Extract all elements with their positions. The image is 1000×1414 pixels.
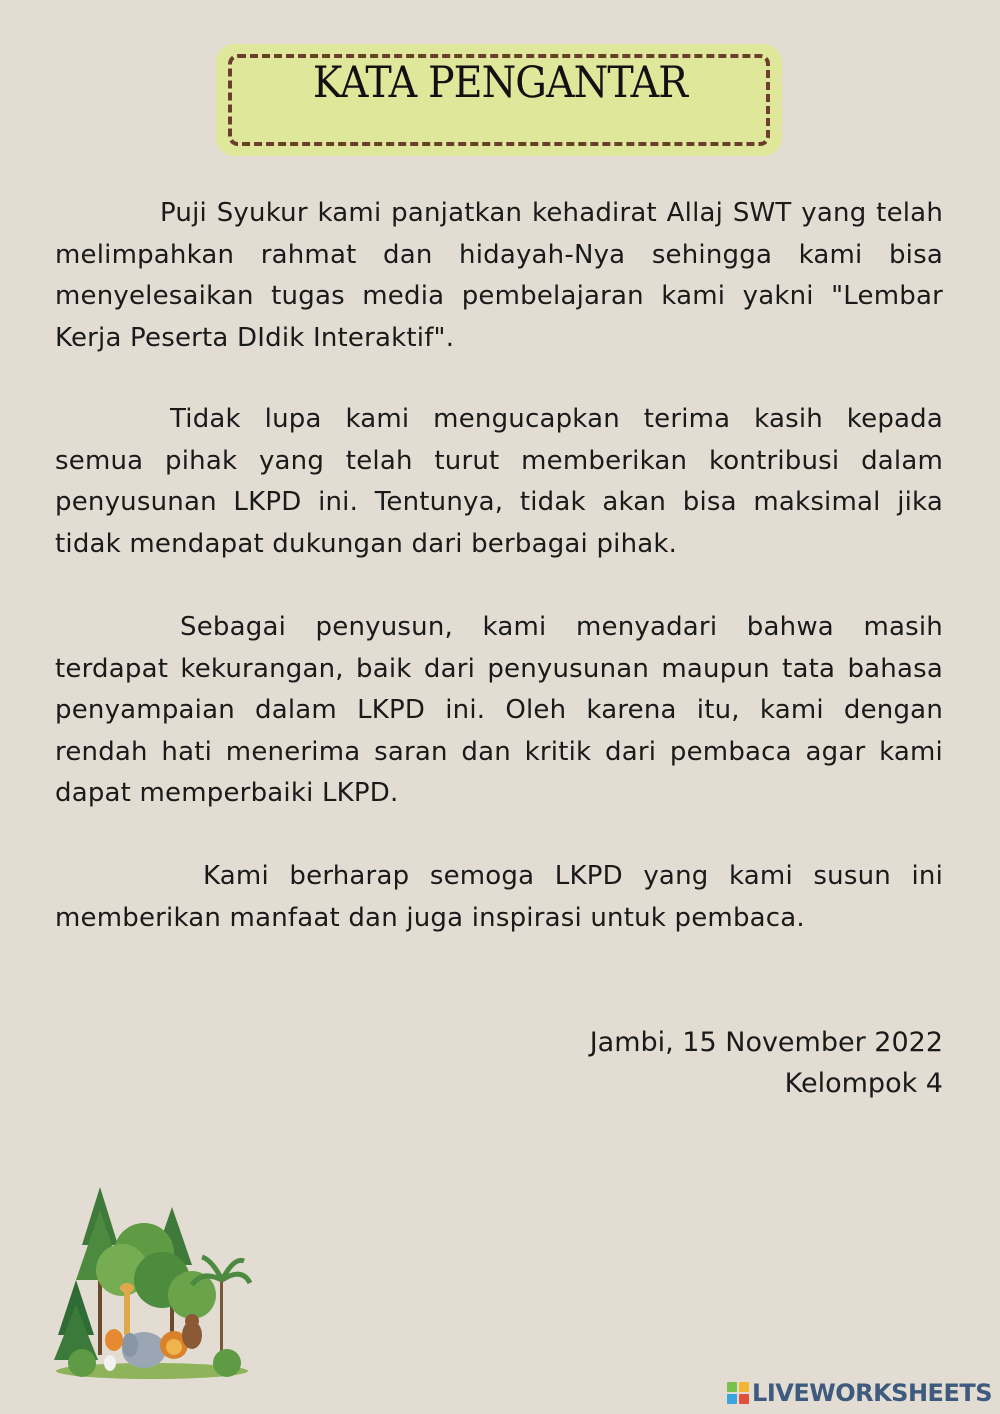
- paragraph-2: Tidak lupa kami mengucapkan terima kasih kepada semua pihak yang telah turut memberikan kontribusi dalam penyusunan LKPD ini. Tentunya, tidak akan bisa maksimal jika tidak mendapat dukungan dari berbagai pihak.: [55, 404, 943, 559]
- paragraph-4: Kami berharap semoga LKPD yang kami susun ini memberikan manfaat dan juga inspirasi untuk pembaca.: [55, 861, 943, 933]
- forest-animals-illustration: [52, 1185, 252, 1380]
- paragraph-1: Puji Syukur kami panjatkan kehadirat Allaj SWT yang telah melimpahkan rahmat dan hidayah-Nya sehingga kami bisa menyelesaikan tugas media pembelajaran kami yakni "Lembar Kerja Peserta DIdik Interaktif".: [55, 198, 943, 353]
- paragraph-3: Sebagai penyusun, kami menyadari bahwa masih terdapat kekurangan, baik dari penyusunan maupun tata bahasa penyampaian dalam LKPD ini. Oleh karena itu, kami dengan rendah hati menerima saran dan kritik dari pembaca agar kami dapat memperbaiki LKPD.: [55, 612, 943, 808]
- liveworksheets-branding: [727, 1380, 992, 1406]
- signature-place-date: Jambi, 15 November 2022: [589, 1027, 943, 1058]
- liveworksheets-logo-icon: [727, 1382, 749, 1404]
- signature-group: Kelompok 4: [784, 1068, 943, 1099]
- signature-block: [590, 1022, 943, 1104]
- brand-name[interactable]: LIVEWORKSHEETS: [752, 1379, 992, 1407]
- page-title: KATA PENGANTAR: [312, 58, 688, 108]
